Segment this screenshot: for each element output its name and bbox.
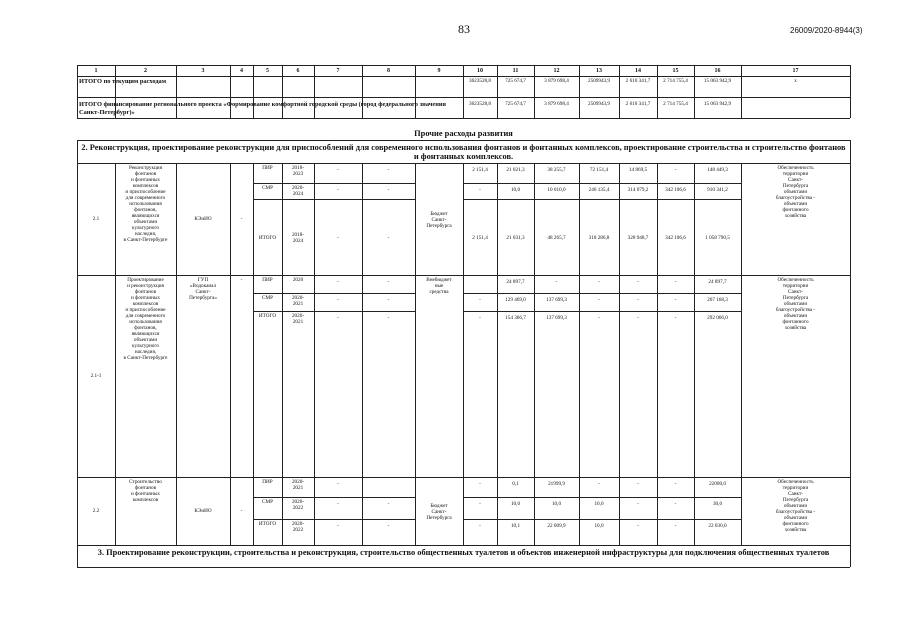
amount: 154 366,7	[505, 315, 526, 321]
total-value: 2 714 755,4	[663, 78, 688, 84]
dash-cell: -	[387, 297, 390, 303]
total-value: 3 879 698,4	[544, 78, 569, 84]
amount: 0,1	[512, 481, 519, 487]
dash-cell: -	[337, 187, 339, 193]
rule	[77, 567, 850, 568]
rule	[497, 275, 498, 477]
funding-source: Бюджет Санкт- Петербурга	[426, 503, 452, 521]
years: 2020- 2021	[291, 295, 305, 307]
dash-cell: -	[240, 508, 243, 514]
amount: 38 255,7	[547, 167, 566, 173]
years: 2018- 2024	[291, 232, 305, 244]
amount: -	[637, 297, 639, 303]
amount: -	[598, 315, 600, 321]
rule	[253, 293, 415, 294]
amount: 328 948,7	[627, 235, 649, 241]
amount: 910 341,2	[707, 187, 728, 193]
amount: 10,0	[510, 187, 521, 193]
total-value: x	[794, 78, 797, 84]
rule	[314, 477, 315, 545]
dash-cell: -	[387, 187, 390, 193]
amount: -	[479, 297, 481, 303]
work-type: ИТОГО	[258, 235, 277, 241]
rule	[463, 183, 741, 184]
rule	[463, 477, 464, 545]
rule	[694, 163, 695, 275]
amount: 10 010,0	[547, 187, 566, 193]
funding-source: Внебюджет ные средства	[426, 277, 452, 295]
amount: -	[637, 481, 639, 487]
dash-cell: -	[337, 235, 339, 241]
rule	[253, 519, 415, 520]
dash-cell: -	[337, 315, 339, 321]
rule	[230, 275, 231, 477]
amount: 30,0	[712, 501, 723, 507]
amount: -	[674, 315, 677, 321]
column-number: 4	[240, 68, 243, 74]
rule	[657, 275, 658, 477]
rule	[694, 275, 695, 477]
row-number: 2.2	[92, 508, 100, 514]
amount: 21 021,3	[506, 167, 525, 173]
dash-cell: -	[337, 523, 339, 529]
total-value: 3 879 698,4	[544, 101, 569, 107]
rule	[534, 163, 535, 275]
expected-result: Обеспеченность территории Санкт- Петербурга объектами благоустройства - объектами фонтанного хозяйства	[775, 165, 816, 219]
amount: -	[637, 501, 639, 507]
total-value: 725 674,7	[505, 78, 526, 84]
rule	[534, 275, 535, 477]
rule	[850, 140, 851, 567]
amount: -	[479, 481, 481, 487]
column-number: 17	[792, 68, 799, 74]
amount: 10,1	[510, 523, 521, 529]
rule	[77, 118, 850, 119]
rule	[497, 163, 498, 275]
rule	[77, 545, 850, 546]
total-value: 3623528,8	[468, 78, 492, 84]
years: 2020- 2022	[291, 521, 305, 533]
section-3-heading: 3. Проектирование реконструкции, строительства и реконструкция, строительство общественных туалетов и объектов инженерной инфраструктуры для подключения общественных туалетов	[97, 548, 830, 557]
amount: -	[674, 501, 677, 507]
amount: 10,0	[594, 523, 604, 529]
section-2-heading: 2. Реконструкция, проектирование реконструкции для приспособлений для современного использования фонтанов и фонтанных комплексов, проектирование строительства и строительство фонтанов и фонтанных комплексов.	[81, 143, 846, 161]
dash-cell: -	[240, 277, 243, 283]
work-type: СМР	[262, 295, 273, 301]
amount: 1 058 790,5	[705, 235, 730, 241]
executor: КЭиИО	[194, 508, 212, 514]
work-type: СМР	[262, 185, 273, 191]
amount: 21 031,3	[506, 235, 525, 241]
amount: 342 106,6	[665, 187, 686, 193]
column-number: 13	[596, 68, 602, 74]
amount: 10,0	[551, 501, 562, 507]
column-number: 11	[512, 68, 519, 74]
rule	[657, 477, 658, 545]
total-value: 2 610 341,7	[625, 78, 651, 84]
amount: 14 869,5	[628, 167, 648, 173]
total-value: 15 063 942,9	[703, 101, 732, 107]
amount: 2 151,4	[472, 167, 488, 173]
column-number: 6	[296, 68, 300, 74]
amount: 22000,0	[709, 481, 726, 487]
rule	[362, 477, 363, 545]
amount: -	[479, 315, 481, 321]
amount: 267 168,3	[707, 297, 728, 303]
rule	[77, 97, 850, 98]
rule	[463, 293, 741, 294]
rule	[463, 199, 741, 200]
total-value: 15 063 942,9	[703, 78, 732, 84]
amount: 318 286,8	[588, 235, 610, 241]
rule	[694, 477, 695, 545]
dash-cell: -	[387, 167, 390, 173]
dash-cell: -	[337, 297, 339, 303]
rule	[579, 163, 580, 275]
amount: 342 106,6	[665, 235, 686, 241]
column-number: 5	[266, 68, 269, 74]
amount: -	[674, 523, 677, 529]
dash-cell: -	[337, 501, 339, 507]
rule	[77, 140, 78, 567]
rule	[415, 275, 416, 477]
dash-cell: -	[337, 167, 339, 173]
column-number: 1	[94, 68, 98, 74]
dash-cell: -	[387, 501, 390, 507]
column-number: 2	[144, 68, 147, 74]
rule	[619, 477, 620, 545]
section-title: Прочие расходы развития	[414, 129, 513, 138]
rule	[314, 275, 315, 477]
event-name: Реконструкция фонтанов и фонтанных комплексов и приспособление для современного использования фонтанов, являющихся объектами культурного наследия, в Санкт-Петербурге	[123, 165, 168, 243]
rule	[463, 497, 741, 498]
amount: 129 469,0	[505, 297, 526, 303]
column-number: 12	[553, 68, 560, 74]
amount: -	[555, 279, 558, 285]
total-value: 2509943,9	[587, 101, 611, 107]
rule	[579, 477, 580, 545]
executor: ГУП «Водоканал Санкт- Петербурга»	[189, 277, 217, 301]
amount: -	[479, 501, 481, 507]
rule	[77, 140, 850, 141]
row-number: 2.1	[92, 216, 100, 222]
amount: 22 009,9	[547, 523, 566, 529]
column-number: 10	[477, 68, 483, 74]
rule	[362, 163, 363, 275]
years: 2020- 2024	[291, 185, 305, 197]
column-number: 7	[336, 68, 340, 74]
years: 2018- 2023	[291, 165, 305, 177]
work-type: ПИР	[262, 165, 273, 171]
amount: 24 897,7	[506, 279, 525, 285]
amount: -	[598, 297, 600, 303]
budget-table	[77, 65, 850, 567]
rule	[253, 163, 254, 275]
amount: 246 135,4	[588, 187, 610, 193]
amount: -	[674, 279, 677, 285]
executor: КЭиИО	[194, 216, 212, 222]
column-number: 3	[201, 68, 205, 74]
amount: 292 066,0	[707, 315, 728, 321]
work-type: ПИР	[262, 479, 273, 485]
amount: -	[674, 167, 677, 173]
document-id: 26009/2020-8944(3)	[790, 26, 863, 35]
rule	[579, 275, 580, 477]
dash-cell: -	[337, 481, 339, 487]
amount: -	[598, 279, 600, 285]
work-type: ИТОГО	[258, 313, 277, 319]
amount: 48 265,7	[547, 235, 566, 241]
rule	[463, 163, 464, 275]
amount: 314 079,2	[627, 187, 649, 193]
total-row-label: ИТОГО по текущим расходам	[79, 78, 167, 85]
rule	[314, 163, 315, 275]
total-value: 2509943,9	[587, 78, 611, 84]
years: 2020- 2021	[291, 479, 305, 491]
rule	[253, 275, 254, 477]
amount: -	[598, 481, 600, 487]
total-value: 2 714 755,4	[663, 101, 688, 107]
amount: 22 030,0	[708, 523, 727, 529]
dash-cell: -	[387, 523, 390, 529]
rule	[657, 163, 658, 275]
column-number: 15	[672, 68, 679, 74]
rule	[253, 477, 254, 545]
column-number: 9	[437, 68, 441, 74]
rule	[619, 275, 620, 477]
amount: -	[637, 279, 639, 285]
dash-cell: -	[240, 216, 243, 222]
rule	[253, 311, 415, 312]
rule	[282, 163, 283, 275]
total-row-label: ИТОГО финансирование регионального проекта «Формирование комфортной городской среды (город федерального значения Санкт-Петербург)»	[79, 101, 447, 116]
rule	[253, 497, 415, 498]
rule	[176, 275, 177, 477]
amount: -	[637, 315, 639, 321]
amount: 21999,9	[548, 481, 565, 487]
years: 2020- 2021	[291, 313, 305, 325]
dash-cell: -	[387, 279, 390, 285]
years: 2020	[292, 277, 304, 283]
total-value: 3623528,8	[468, 101, 492, 107]
work-type: ПИР	[262, 277, 273, 283]
amount: 137 699,3	[546, 315, 567, 321]
amount: -	[674, 481, 677, 487]
dash-cell: -	[337, 279, 339, 285]
rule	[619, 163, 620, 275]
amount: 24 897,7	[708, 279, 727, 285]
rule	[497, 477, 498, 545]
rule	[253, 183, 415, 184]
work-type: СМР	[262, 499, 273, 505]
event-name: Строительство фонтанов и фонтанных комплексов	[129, 479, 162, 503]
years: 2020- 2022	[291, 499, 305, 511]
column-number: 14	[635, 68, 641, 74]
row-number: 2.1-1	[90, 373, 102, 379]
amount: 10,0	[594, 501, 604, 507]
work-type: ИТОГО	[258, 521, 277, 527]
amount: 148 449,3	[707, 167, 728, 173]
funding-source: Бюджет Санкт- Петербурга	[426, 211, 452, 229]
rule	[463, 519, 741, 520]
column-number: 16	[714, 68, 721, 74]
expected-result: Обеспеченность территории Санкт- Петербурга объектами благоустройства - объектами фонтанного хозяйства	[775, 479, 816, 533]
rule	[534, 477, 535, 545]
amount: 10,0	[510, 501, 521, 507]
dash-cell: -	[387, 315, 390, 321]
event-name: Проектирование и реконструкция фонтанов и фонтанных комплексов и приспособление для современного использования фонтанов, являющихся объектами культурного наследия, в Санкт-Петербурге	[123, 277, 168, 361]
amount: -	[637, 523, 639, 529]
amount: -	[479, 523, 481, 529]
rule	[362, 275, 363, 477]
rule	[850, 65, 851, 118]
dash-cell: -	[387, 235, 390, 241]
column-number: 8	[387, 68, 390, 74]
page-number: 83	[458, 22, 470, 36]
rule	[463, 311, 741, 312]
amount: -	[479, 187, 481, 193]
amount: 2 151,4	[472, 235, 488, 241]
total-value: 2 610 341,7	[625, 101, 651, 107]
amount: 137 699,3	[546, 297, 567, 303]
total-value: 725 674,7	[505, 101, 526, 107]
amount: -	[674, 297, 677, 303]
rule	[253, 199, 415, 200]
expected-result: Обеспеченность территории Санкт- Петербурга объектами благоустройства - объектами фонтанного хозяйства	[775, 277, 816, 331]
amount: 72 151,4	[589, 167, 609, 173]
rule	[463, 275, 464, 477]
